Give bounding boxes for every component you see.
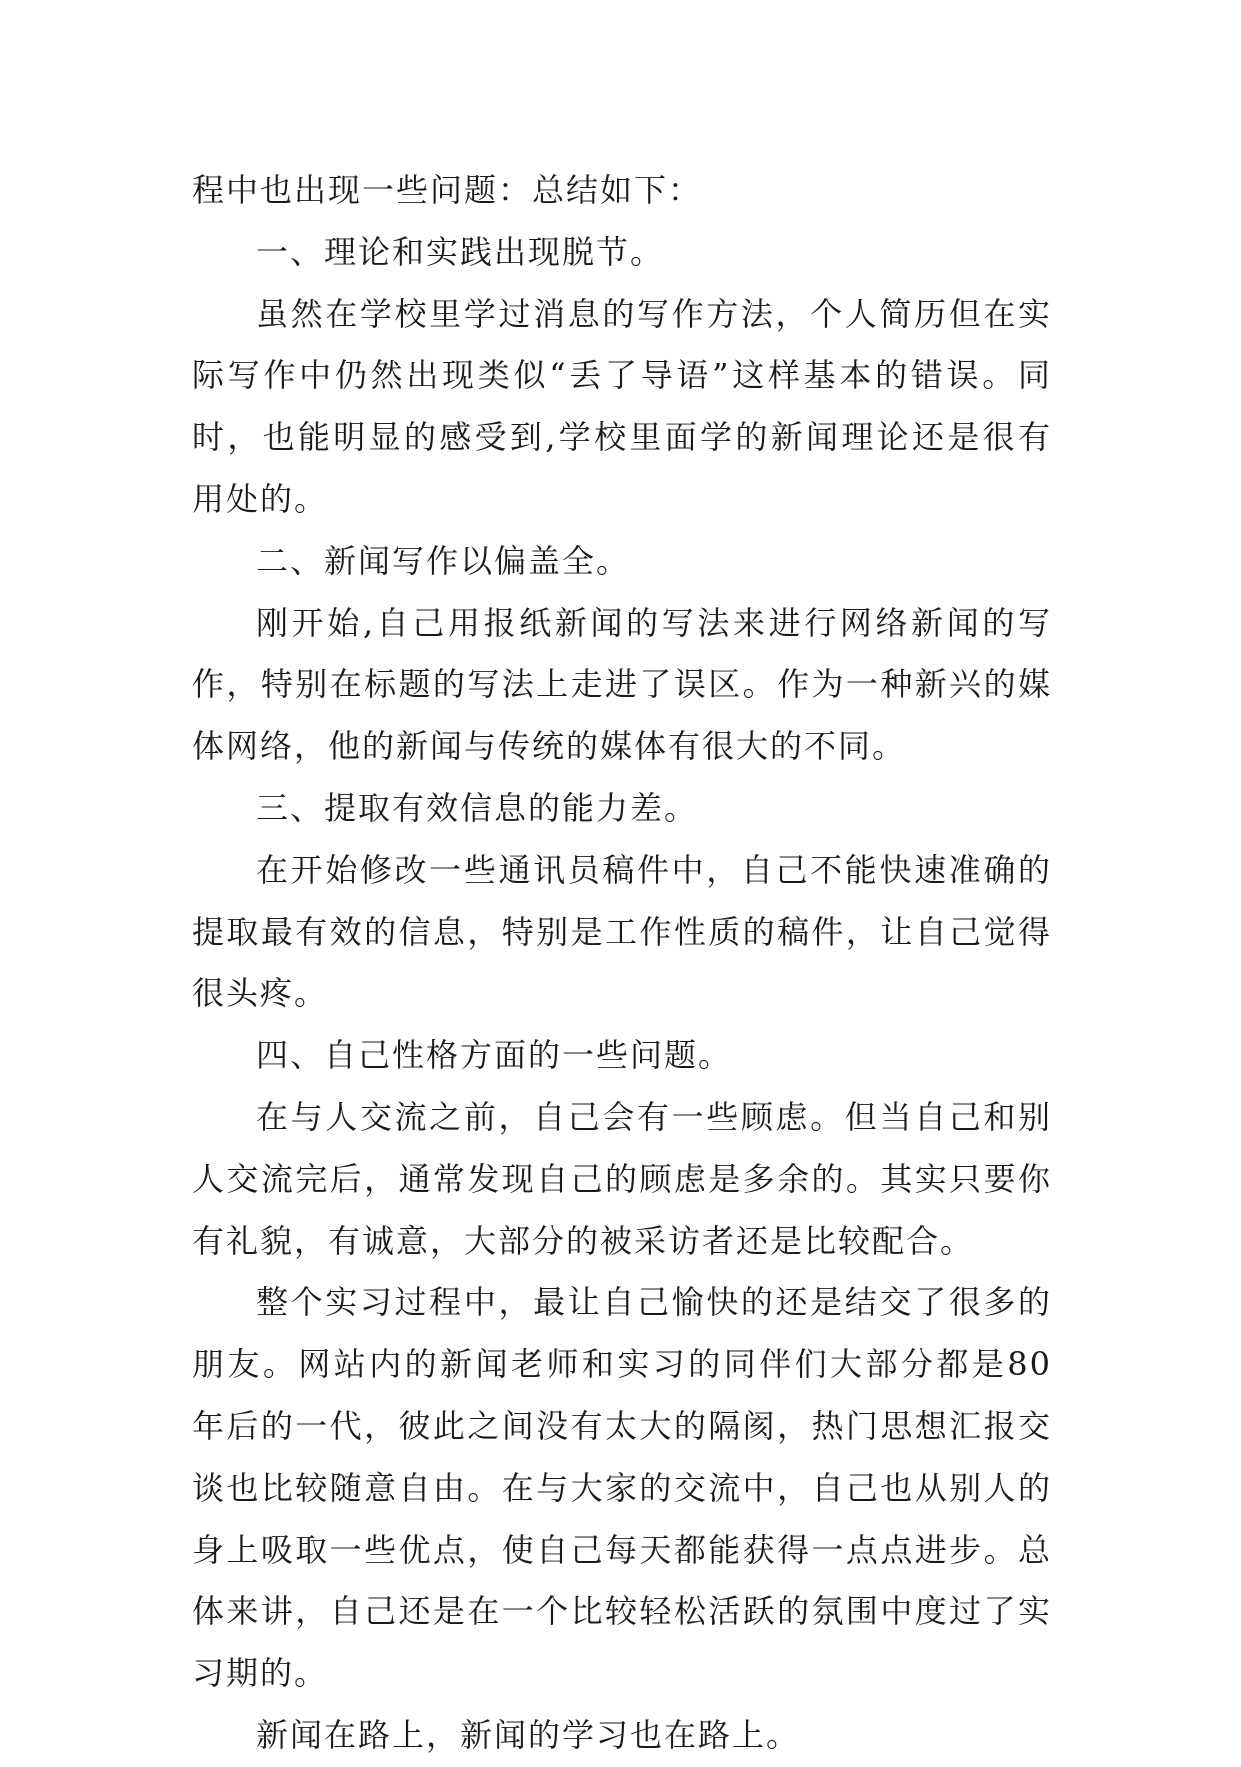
paragraph: 整个实习过程中，最让自己愉快的还是结交了很多的朋友。网站内的新闻老师和实习的同伴们大部分都是80年后的一代，彼此之间没有太大的隔阂，热门思想汇报交谈也比较随意自由。在与大家的交流中，自己也从别人的身上吸取一些优点，使自己每天都能获得一点点进步。总体来讲，自己还是在一个比较轻松活跃的氛围中度过了实习期的。 (192, 1283, 1052, 1693)
paragraph: 在与人交流之前，自己会有一些顾虑。但当自己和别人交流完后，通常发现自己的顾虑是多余的。其实只要你有礼貌，有诚意，大部分的被采访者还是比较配合。 (192, 1097, 1052, 1260)
paragraph: 在开始修改一些通讯员稿件中，自己不能快速准确的提取最有效的信息，特别是工作性质的稿件，让自己觉得很头疼。 (192, 850, 1052, 1013)
closing-line: 新闻在路上，新闻的学习也在路上。 (256, 1715, 801, 1754)
section-heading-4: 四、自己性格方面的一些问题。 (256, 1036, 733, 1075)
section-heading-3: 三、提取有效信息的能力差。 (256, 788, 699, 827)
paragraph: 虽然在学校里学过消息的写作方法，个人简历但在实际写作中仍然出现类似“丢了导语”这样基本的错误。同时，也能明显的感受到,学校里面学的新闻理论还是很有用处的。 (192, 294, 1052, 518)
document-body (192, 160, 1052, 1767)
paragraph: 刚开始,自己用报纸新闻的写法来进行网络新闻的写作，特别在标题的写法上走进了误区。作为一种新兴的媒体网络，他的新闻与传统的媒体有很大的不同。 (192, 603, 1052, 766)
paragraph-continuation: 程中也出现一些问题：总结如下： (192, 171, 703, 209)
section-heading-1: 一、理论和实践出现脱节。 (256, 232, 665, 271)
section-heading-2: 二、新闻写作以偏盖全。 (256, 541, 631, 580)
